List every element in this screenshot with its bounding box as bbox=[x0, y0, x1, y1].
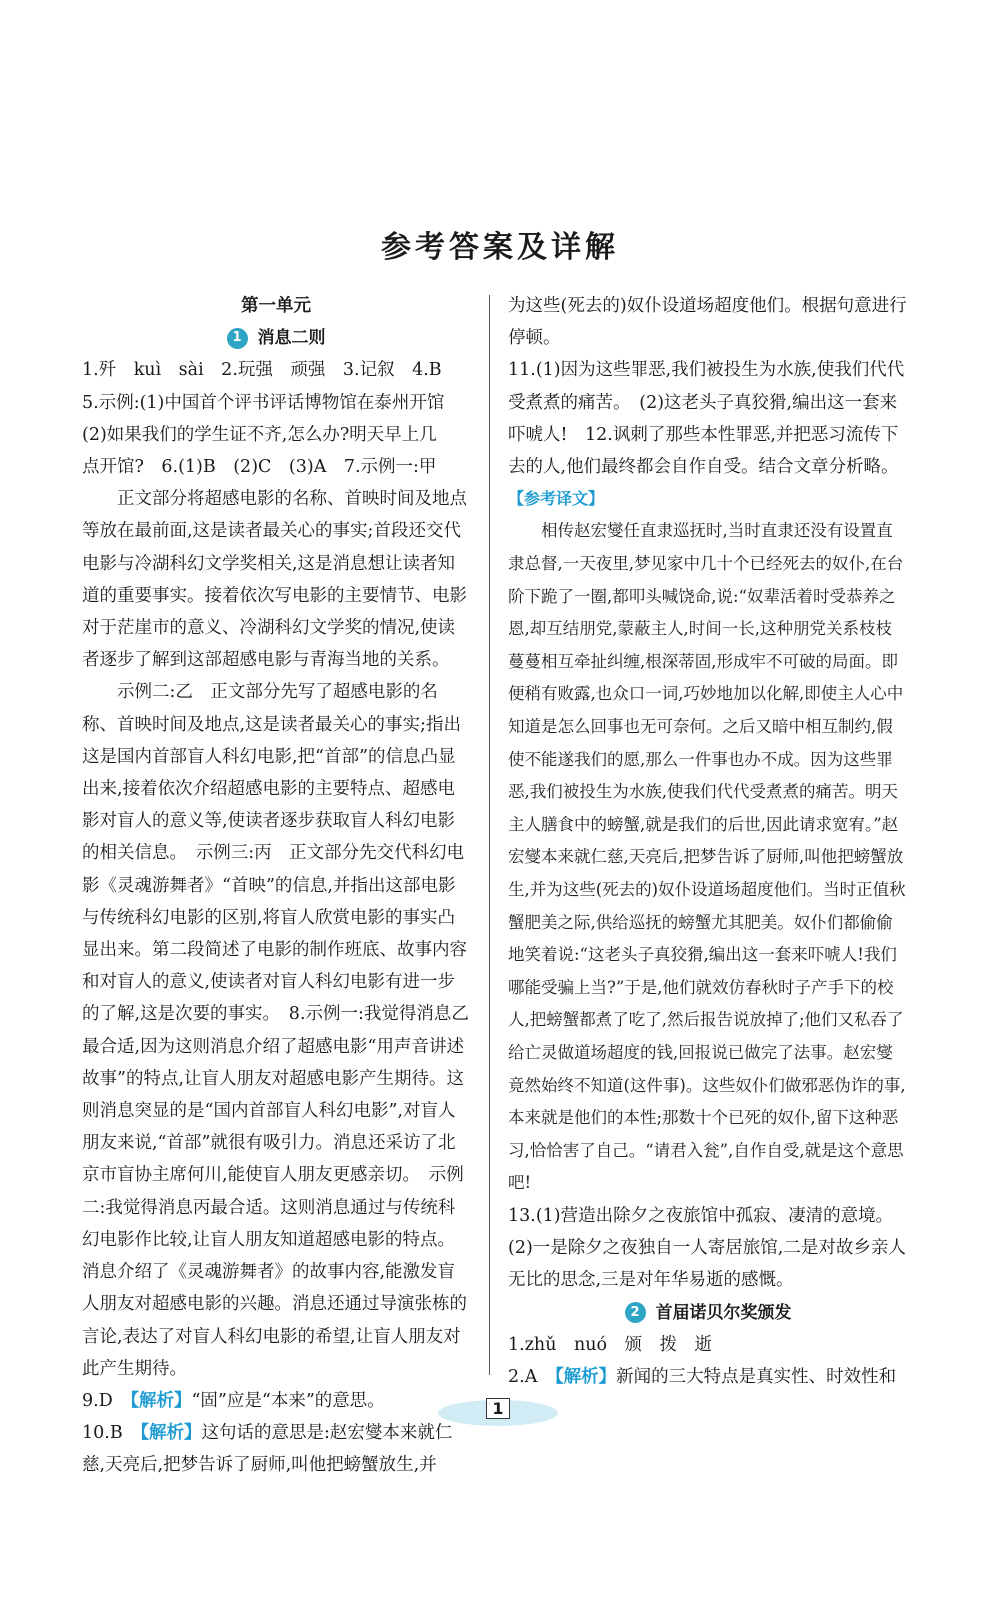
translation-tag: 【参考译文】 bbox=[508, 489, 605, 509]
answer-line: 5.示例:(1)中国首个评书评话博物馆在泰州开馆 bbox=[82, 392, 445, 413]
question-number: 9.D bbox=[82, 1390, 131, 1411]
column-divider bbox=[489, 295, 490, 1375]
answer-q9 bbox=[82, 1385, 470, 1417]
analysis-tag: 【解析】 bbox=[140, 1423, 202, 1444]
lesson-heading-1 bbox=[82, 322, 470, 354]
answer-paragraph: 13.(1)营造出除夕之夜旅馆中孤寂、凄清的意境。(2)一是除夕之夜独自一人寄居旅馆,二是对故乡亲人无比的思念,三是对年华易逝的感慨。 bbox=[508, 1205, 906, 1291]
unit-heading: 第一单元 bbox=[241, 296, 311, 316]
right-column bbox=[508, 290, 908, 1393]
translation-text: 相传赵宏燮任直隶巡抚时,当时直隶还没有设置直隶总督,一天夜里,梦见家中几十个已经死去的奴仆,在台阶下跪了一圈,都叩头喊饶命,说:“奴辈活着时受恭养之恩,却互结朋党,蒙蔽主人,时间一长,这种朋党关系枝枝蔓蔓相互牵扯纠缠,根深蒂固,形成牢不可破的局面。即便稍有败露,也众口一词,巧妙地加以化解,即使主人心中知道是怎么回事也无可奈何。之后又暗中相互制约,假使不能遂我们的愿,那么一件事也办不成。因为这些罪恶,我们被投生为水族,使我们代代受煮煮的痛苦。明天主人膳食中的螃蟹,就是我们的后世,因此请求宽宥。”赵宏燮本来就仁慈,天亮后,把梦告诉了厨师,叫他把螃蟹放生,并为这些(死去的)奴仆设道场超度他们。当时正值秋蟹肥美之际,供给巡抚的螃蟹尤其肥美。奴仆们都偷偷地笑着说:“这老头子真狡猾,编出这一套来吓唬人!我们哪能受骗上当?”于是,他们就效仿春秋时子产手下的校人,把螃蟹都煮了吃了,然后报告说放掉了;他们又私吞了给亡灵做道场超度的钱,回报说已做完了法事。赵宏燮竟然始终不知道(这件事)。这些奴仆们做邪恶伪诈的事,本来就是他们的本性;那数十个已死的奴仆,留下这种恶习,恰恰害了自己。“请君入瓮”,自作自受,就是这个意思吧! bbox=[508, 521, 906, 1193]
answer-paragraph: 正文部分将超感电影的名称、首映时间及地点等放在最前面,这是读者最关心的事实;首段还交代电影与冷湖科幻文学奖相关,这是消息想让读者知道的重要事实。接着依次写电影的主要情节、电影对于茫崖市的意义、冷湖科幻文学奖的情况,使读者逐步了解到这部超感电影与青海当地的关系。 bbox=[82, 489, 467, 671]
lesson-number-badge: 2 bbox=[625, 1302, 646, 1323]
answer-paragraph: 11.(1)因为这些罪恶,我们被投生为水族,使我们代代受煮煮的痛苦。 (2)这老头子真狡猾,编出这一套来吓唬人! 12.讽刺了那些本性罪恶,并把恶习流传下去的人,他们最终都会自作自受。结合文章分析略。 bbox=[508, 360, 905, 478]
answer-line: 点开馆? 6.(1)B (2)C (3)A 7.示例一:甲 bbox=[82, 457, 437, 478]
analysis-tag: 【解析】 bbox=[130, 1390, 192, 1411]
lesson-title: 首届诺贝尔奖颁发 bbox=[655, 1302, 792, 1323]
left-column bbox=[82, 290, 470, 1482]
answer-line: (2)如果我们的学生证不齐,怎么办?明天早上几 bbox=[82, 424, 437, 445]
page-title: 参考答案及详解 bbox=[381, 230, 619, 265]
lesson-title: 消息二则 bbox=[257, 328, 326, 349]
answer-paragraph: 示例二:乙 正文部分先写了超感电影的名称、首映时间及地点,这是读者最关心的事实;指出这是国内首部盲人科幻电影,把“首部”的信息凸显出来,接着依次介绍超感电影的主要特点、超感电影对盲人的意义等,使读者逐步获取盲人科幻电影的相关信息。 示例三:丙 正文部分先交代科幻电影《灵魂游舞者》“首映”的信息,并指出这部电影与传统科幻电影的区别,将盲人欣赏电影的事实凸显出来。第二段简述了电影的制作班底、故事内容和对盲人的意义,使读者对盲人科幻电影有进一步的了解,这是次要的事实。 8.示例一:我觉得消息乙最合适,因为这则消息介绍了超感电影“用声音讲述故事”的特点,让盲人朋友对超感电影产生期待。这则消息突显的是“国内首部盲人科幻电影”,对盲人朋友来说,“首部”就很有吸引力。消息还采访了北京市盲协主席何川,能使盲人朋友更感亲切。 示例二:我觉得消息丙最合适。这则消息通过与传统科幻电影作比较,让盲人朋友知道超感电影的特点。消息介绍了《灵魂游舞者》的故事内容,能激发盲人朋友对超感电影的兴趣。消息还通过导演张栋的言论,表达了对盲人科幻电影的希望,让盲人朋友对此产生期待。 bbox=[82, 682, 469, 1379]
answer-q10 bbox=[82, 1417, 470, 1481]
answer-continuation: 为这些(死去的)奴仆设道场超度他们。根据句意进行停顿。 bbox=[508, 296, 907, 349]
analysis-text: “固”应是“本来”的意思。 bbox=[191, 1390, 385, 1411]
answer-line: 1.歼 kuì sài 2.玩强 顽强 3.记叙 4.B bbox=[82, 360, 442, 381]
question-number: 10.B bbox=[82, 1423, 141, 1444]
lesson-heading-2 bbox=[508, 1297, 908, 1329]
page-number: 1 bbox=[486, 1398, 509, 1419]
analysis-text: 这句话的意思是:赵宏燮本来就仁慈,天亮后,把梦告诉了厨师,叫他把螃蟹放生,并 bbox=[82, 1423, 453, 1476]
analysis-text: 新闻的三大特点是真实性、时效性和 bbox=[616, 1366, 897, 1387]
question-number: 2.A bbox=[508, 1366, 555, 1387]
answer-q2 bbox=[508, 1361, 908, 1393]
lesson-number-badge: 1 bbox=[227, 328, 248, 349]
page-number-badge bbox=[438, 1388, 558, 1428]
answer-line: 1.zhǔ nuó 颁 拨 逝 bbox=[508, 1334, 713, 1355]
analysis-tag: 【解析】 bbox=[554, 1366, 617, 1387]
